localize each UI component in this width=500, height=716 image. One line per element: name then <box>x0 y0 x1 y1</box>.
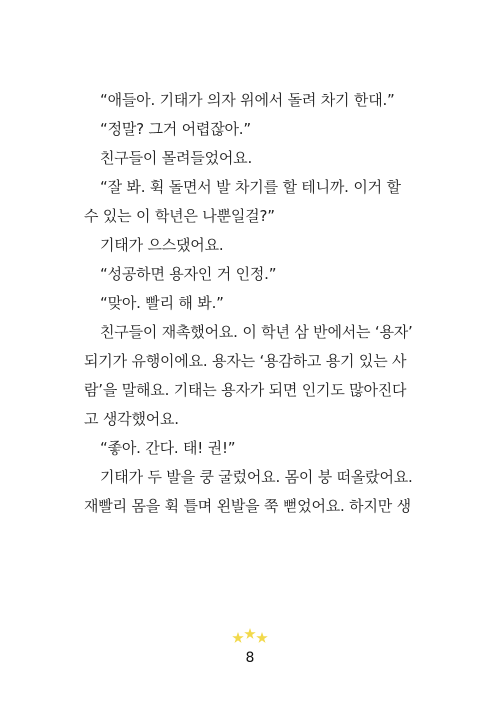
text-line: “애들아. 기태가 의자 위에서 돌려 차기 한대.” <box>100 91 395 109</box>
text-line: 기태가 두 발을 쿵 굴렀어요. 몸이 붕 떠올랐어요. <box>100 468 413 486</box>
text-line: 되기가 유행이에요. 용자는 ‘용감하고 용기 있는 사 <box>84 352 407 370</box>
text-line: “맞아. 빨리 해 봐.” <box>100 294 224 312</box>
text-line: “정말? 그거 어렵잖아.” <box>100 120 251 138</box>
text-line: 친구들이 재촉했어요. 이 학년 삼 반에서는 ‘용자’ <box>100 323 413 341</box>
star-icon <box>232 632 244 644</box>
star-cluster-icon <box>230 628 270 646</box>
text-line: 친구들이 몰려들었어요. <box>100 149 253 167</box>
text-line: 고 생각했어요. <box>84 410 179 428</box>
text-line: 기태가 으스댔어요. <box>100 236 224 254</box>
body-text <box>84 86 416 521</box>
text-line: 수 있는 이 학년은 나뿐일걸?” <box>84 207 275 225</box>
page-number: 8 <box>245 650 255 666</box>
text-line: 람’을 말해요. 기태는 용자가 되면 인기도 많아진다 <box>84 381 407 399</box>
text-line: “성공하면 용자인 거 인정.” <box>100 265 277 283</box>
star-icon <box>256 632 268 644</box>
text-line: “잘 봐. 휙 돌면서 발 차기를 할 테니까. 이거 할 <box>100 178 401 196</box>
star-icon <box>244 628 256 640</box>
text-line: 재빨리 몸을 휙 틀며 왼발을 쭉 뻗었어요. 하지만 생 <box>84 497 411 515</box>
text-line: “좋아. 간다. 태! 권!” <box>100 439 236 457</box>
page-footer <box>0 628 500 666</box>
